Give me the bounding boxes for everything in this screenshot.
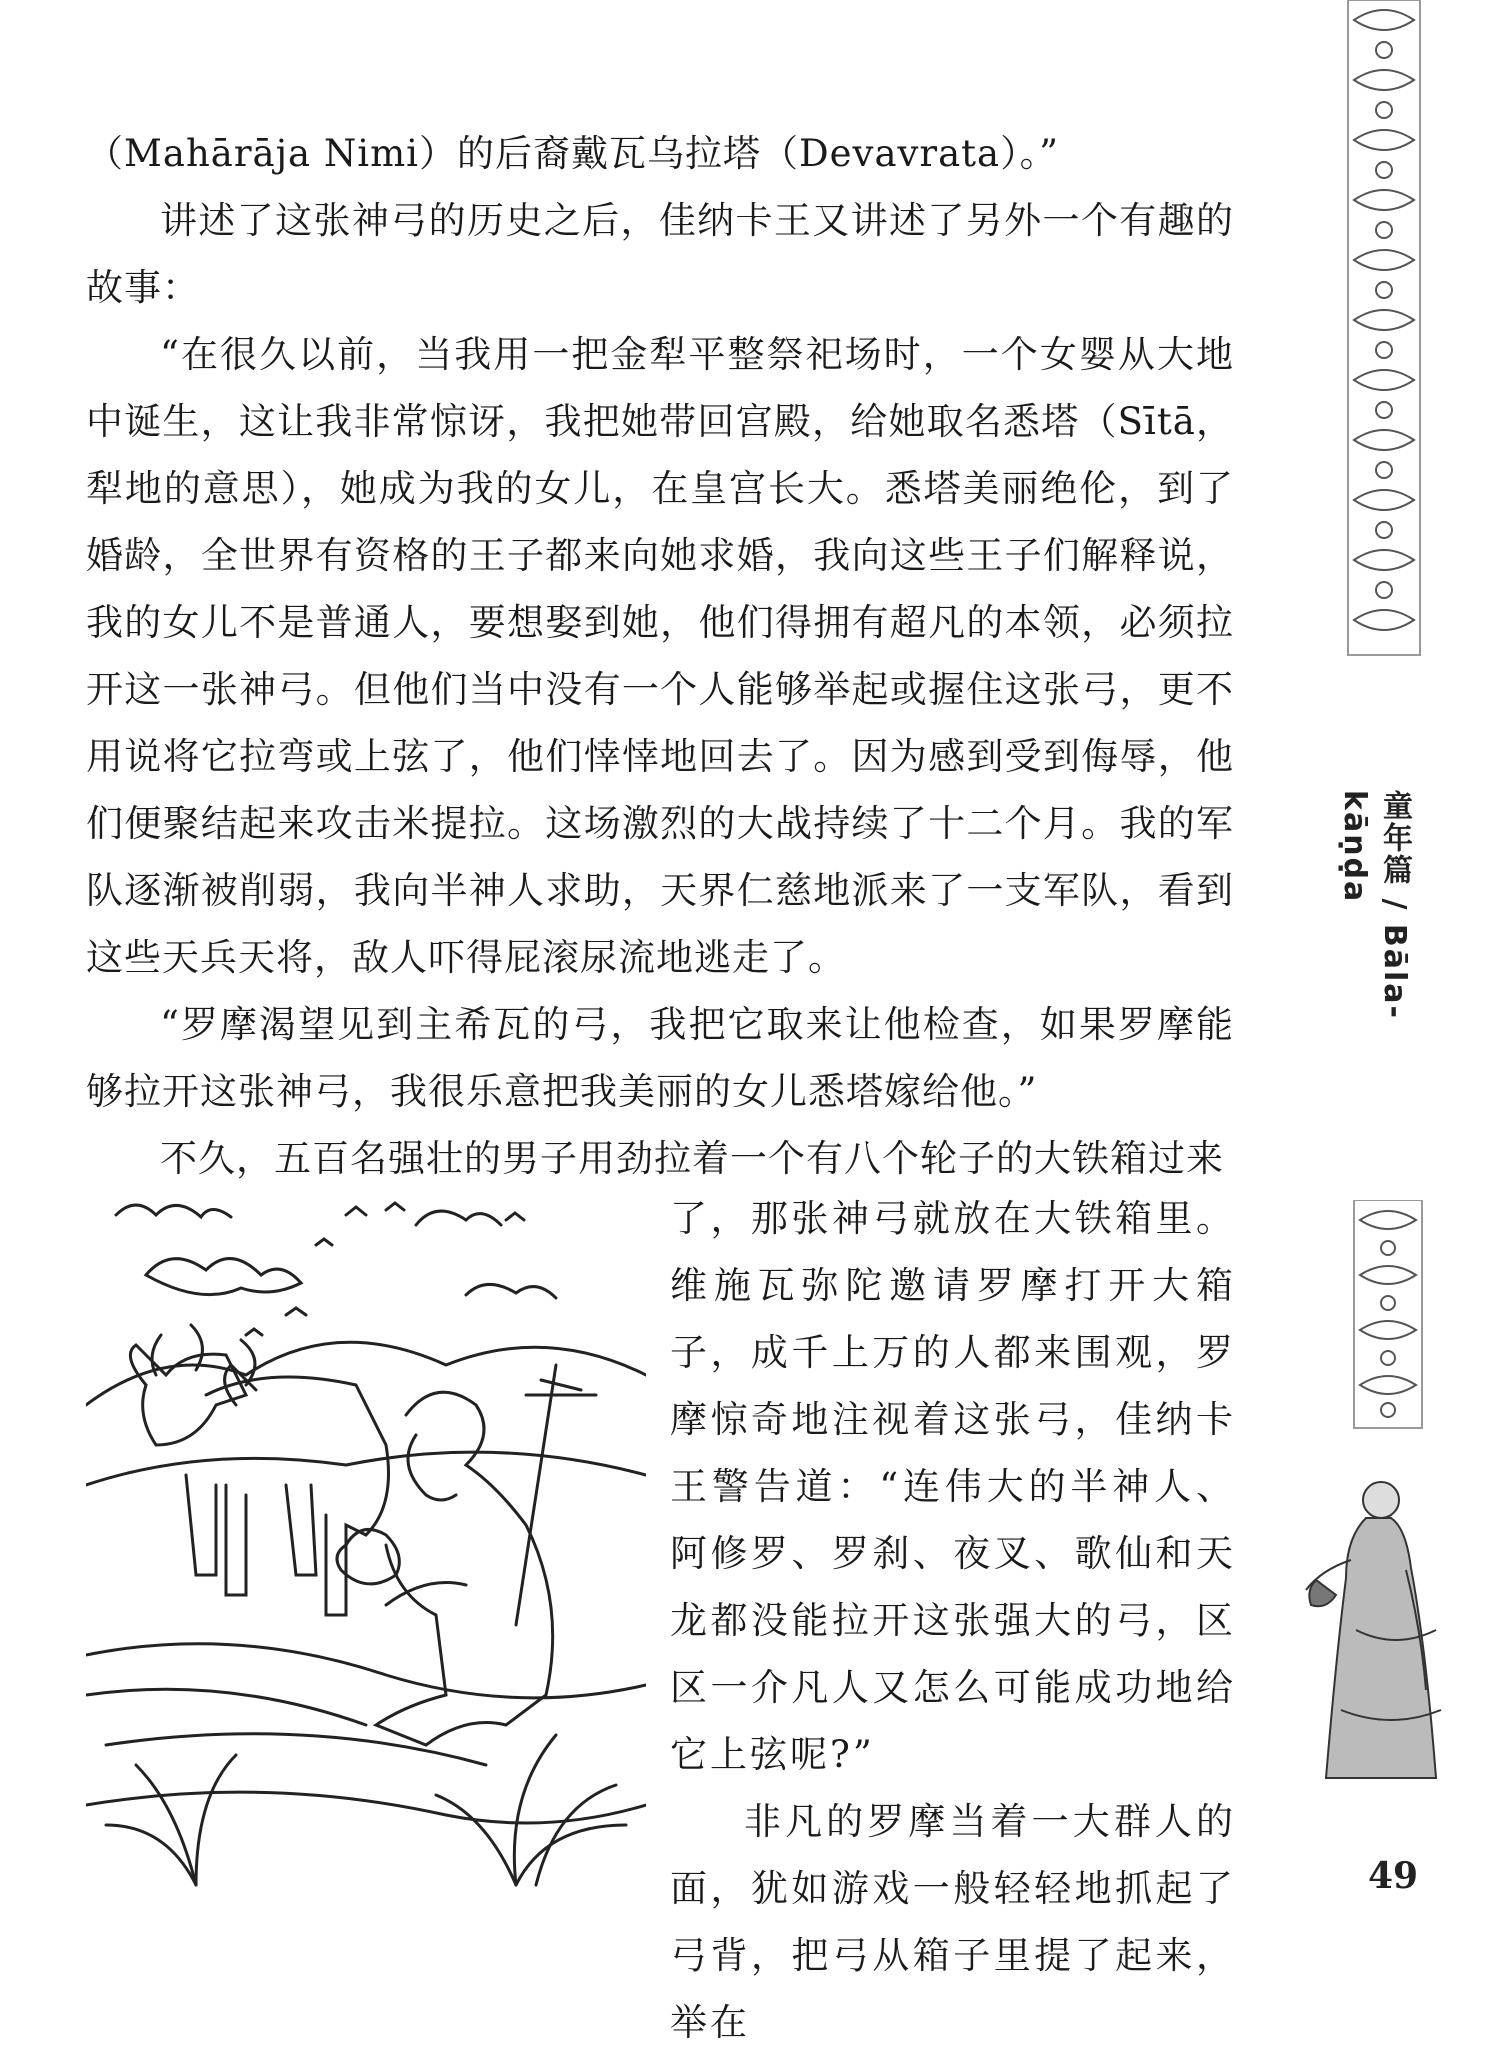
- section-label: 童年篇 / Bāla-kāṇḍa: [1337, 790, 1412, 1020]
- plough-illustration: [86, 1185, 646, 1895]
- paragraph-2: 讲述了这张神弓的历史之后，佳纳卡王又讲述了另外一个有趣的故事：: [86, 199, 1234, 309]
- side-paragraph-1: 了，那张神弓就放在大铁箱里。维施瓦弥陀邀请罗摩打开大箱子，成千上万的人都来围观，罗摩惊奇地注视着这张弓，佳纳卡王警告道：“连伟大的半神人、阿修罗、罗刹、夜叉、歌仙和天龙都没能拉开这张强大的弓，区区一介凡人又怎么可能成功地给它上弦呢?”: [670, 1197, 1236, 1776]
- page-number: 49: [1368, 1855, 1419, 1897]
- ornamental-border-top: [1344, 0, 1424, 660]
- paragraph-3: “在很久以前，当我用一把金犁平整祭祀场时，一个女婴从大地中诞生，这让我非常惊讶，我把她带回宫殿，给她取名悉塔（Sītā，犁地的意思），她成为我的女儿，在皇宫长大。悉塔美丽绝伦，到了婚龄，全世界有资格的王子都来向她求婚，我向这些王子们解释说，我的女儿不是普通人，要想娶到她，他们得拥有超凡的本领，必须拉开这一张神弓。但他们当中没有一个人能够举起或握住这张弓，更不用说将它拉弯或上弦了，他们悻悻地回去了。因为感到受到侮辱，他们便聚结起来攻击米提拉。这场激烈的大战持续了十二个月。我的军队逐渐被削弱，我向半神人求助，天界仁慈地派来了一支军队，看到这些天兵天将，敌人吓得屁滚尿流地逃走了。: [86, 333, 1234, 979]
- main-text: [86, 120, 1234, 1192]
- sita-figure: [1296, 1470, 1456, 1830]
- side-text: [670, 1185, 1236, 2056]
- paragraph-1: （Mahārāja Nimi）的后裔戴瓦乌拉塔（Devavrata）。”: [86, 132, 1060, 175]
- ornamental-border-middle: [1352, 1200, 1424, 1430]
- paragraph-5: 不久，五百名强壮的男子用劲拉着一个有八个轮子的大铁箱过来: [160, 1137, 1224, 1180]
- side-paragraph-2: 非凡的罗摩当着一大群人的面，犹如游戏一般轻轻地抓起了弓背，把弓从箱子里提了起来，举在: [670, 1800, 1236, 2044]
- paragraph-4: “罗摩渴望见到主希瓦的弓，我把它取来让他检查，如果罗摩能够拉开这张神弓，我很乐意把我美丽的女儿悉塔嫁给他。”: [86, 1003, 1234, 1113]
- lower-section: [86, 1185, 1236, 2044]
